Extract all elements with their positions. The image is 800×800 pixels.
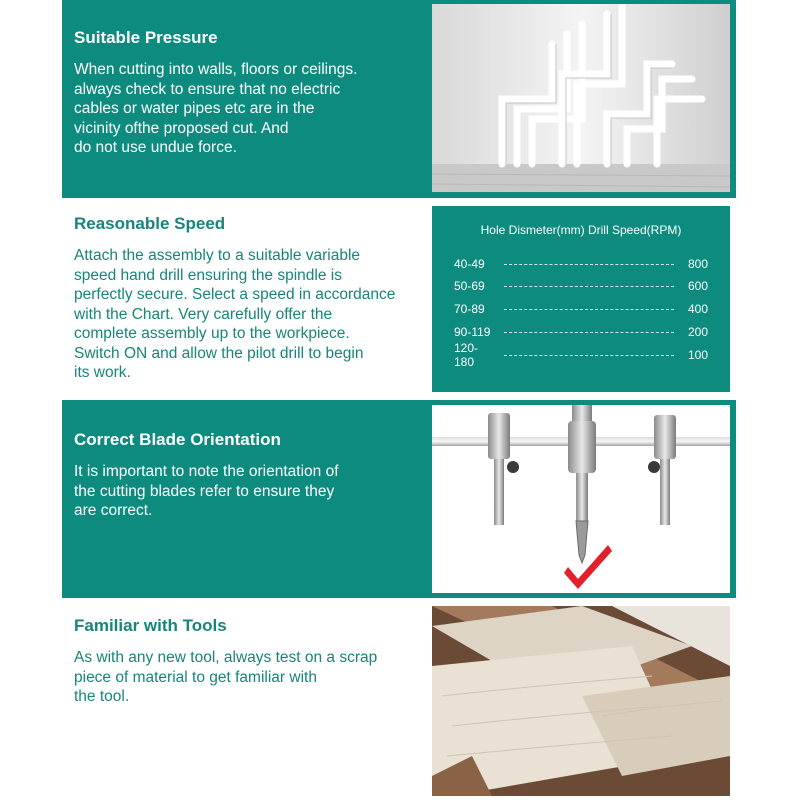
section-heading: Suitable Pressure <box>74 28 218 47</box>
speed-row-speed: 600 <box>687 279 708 293</box>
speed-row <box>454 324 708 340</box>
speed-row <box>454 256 708 272</box>
section-correct-blade-orientation <box>62 400 736 598</box>
wood-planks-photo <box>432 606 730 796</box>
section-suitable-pressure <box>62 0 736 198</box>
speed-chart <box>432 206 730 392</box>
speed-row-range: 90-119 <box>454 325 491 339</box>
section-familiar-with-tools <box>62 598 736 800</box>
speed-chart-header: Hole Dismeter(mm) Drill Speed(RPM) <box>480 223 682 237</box>
speed-row-range: 40-49 <box>454 257 485 271</box>
section-body: When cutting into walls, floors or ceilings. always check to ensure that no electric cables or water pipes etc are in the vicinity ofthe proposed cut. And do not use undue force. <box>74 61 358 156</box>
section-body: Attach the assembly to a suitable variable speed hand drill ensuring the spindle is perfectly secure. Select a speed in accordance with the Chart. Very carefully offer the complete assembly up to the workpiece. Switch ON and allow the pilot drill to begin its work. <box>74 247 396 381</box>
pipes-photo <box>432 4 730 192</box>
speed-row-speed: 200 <box>687 325 708 339</box>
section-heading: Correct Blade Orientation <box>74 430 281 449</box>
speed-row-range: 50-69 <box>454 279 485 293</box>
section-heading: Reasonable Speed <box>74 214 226 233</box>
section-body: As with any new tool, always test on a scrap piece of material to get familiar with the tool. <box>74 649 378 705</box>
speed-row-speed: 800 <box>687 257 708 271</box>
speed-row-speed: 400 <box>687 302 708 316</box>
speed-row-range: 70-89 <box>454 302 485 316</box>
section-body: It is important to note the orientation of the cutting blades refer to ensure they are correct. <box>74 463 339 519</box>
section-heading: Familiar with Tools <box>74 616 227 635</box>
speed-row-speed: 100 <box>687 348 708 362</box>
speed-row-range: 120-180 <box>454 341 479 369</box>
checkmark-icon <box>564 545 612 589</box>
speed-row <box>454 278 708 294</box>
section-reasonable-speed <box>62 198 736 400</box>
cutter-tool-photo <box>432 405 730 593</box>
speed-row <box>454 341 708 369</box>
speed-row <box>454 301 708 317</box>
